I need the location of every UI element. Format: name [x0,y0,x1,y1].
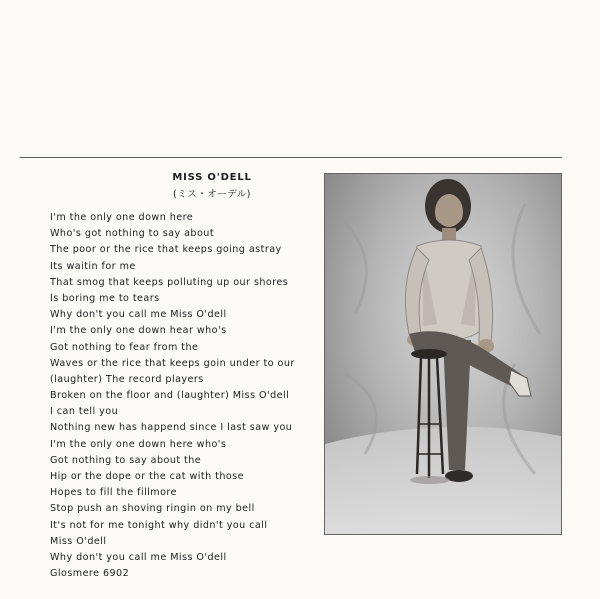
lyric-line: Got nothing to say about the [50,454,202,466]
lyric-line: The poor or the rice that keeps going astray [50,244,282,256]
lyric-line: Who's got nothing to say about [50,228,215,240]
lyric-line: Glosmere 6902 [50,568,130,580]
lyric-line: Hopes to fill the fillmore [50,487,177,499]
lyric-line: It's not for me tonight why didn't you call [50,519,268,531]
song-title: MISS O'DELL [172,172,252,183]
lyric-line: Hip or the dope or the cat with those [50,471,244,482]
lyric-line: Nothing new has happend since I last saw you [50,422,293,434]
lyric-line: Waves or the rice that keeps goin under to our [50,357,295,369]
song-subtitle: (ミス・オーデル) [173,189,251,200]
lyric-line: Is boring me to tears [50,292,160,304]
lyric-line: Stop push an shoving ringin on my bell [50,503,255,515]
lyric-line: Broken on the floor and (laughter) Miss O'dell [50,390,290,402]
lyric-line: I can tell you [50,406,119,418]
lyric-lines [50,210,295,582]
lyric-line: I'm the only one down here [50,212,194,223]
lyric-line: Miss O'dell [50,535,107,547]
lyric-line: I'm the only one down here who's [50,438,227,450]
top-divider-line [20,157,562,158]
lyric-line: Got nothing to fear from the [50,341,199,353]
portrait-photo [324,173,562,535]
lyric-line: (laughter) The record players [50,373,204,385]
portrait-illustration [325,174,561,534]
lyric-line: Its waitin for me [50,260,136,272]
lyric-line: I'm the only one down hear who's [50,325,227,337]
lyric-line: Why don't you call me Miss O'dell [50,551,227,563]
lyric-line: That smog that keeps polluting up our shores [50,276,289,288]
lyric-line: Why don't you call me Miss O'dell [50,309,227,321]
